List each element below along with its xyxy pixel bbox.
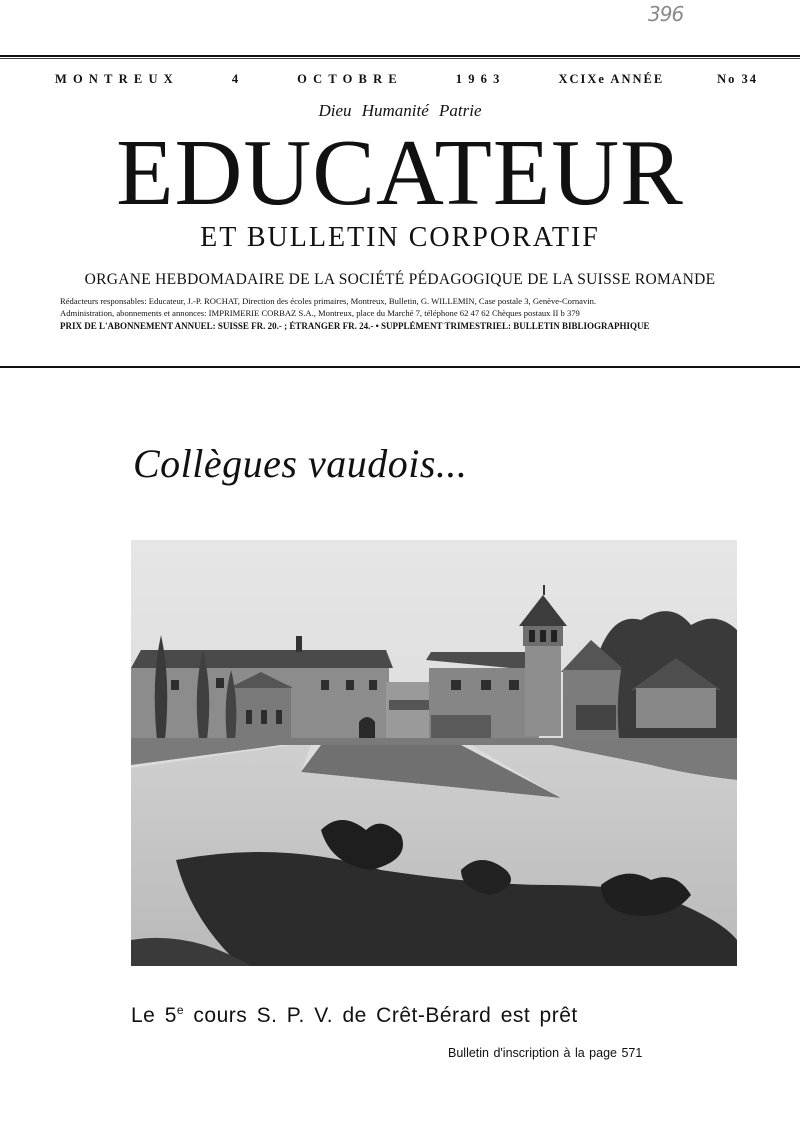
cret-berard-photo — [131, 540, 737, 966]
header-day: 4 — [231, 72, 245, 86]
photo-caption — [131, 1003, 578, 1028]
handwritten-page-number: 396 — [648, 2, 684, 26]
caption-superscript: e — [176, 1003, 185, 1017]
organ-line: ORGANE HEBDOMADAIRE DE LA SOCIÉTÉ PÉDAGOGIQUE DE LA SUISSE ROMANDE — [84, 271, 716, 288]
header-year: 1963 — [455, 72, 506, 86]
administration-line: Administration, abonnements et annonces: IMPRIMERIE CORBAZ S.A., Montreux, place du Marché 7, téléphone 62 47 62 Chèques postaux II b 379 — [60, 308, 580, 318]
registration-note: Bulletin d'inscription à la page 571 — [448, 1046, 643, 1060]
motto: Dieu Humanité Patrie — [318, 101, 482, 120]
header-issue: No 34 — [717, 72, 758, 86]
masthead-title: EDUCATEUR — [116, 121, 684, 225]
top-rule-thin — [0, 58, 800, 59]
headline: Collègues vaudois... — [133, 441, 468, 486]
top-rule — [0, 55, 800, 57]
masthead-subtitle: ET BULLETIN CORPORATIF — [200, 222, 600, 253]
header-volume: XCIXe ANNÉE — [558, 72, 665, 86]
header-month: OCTOBRE — [297, 72, 403, 86]
header-place: MONTREUX — [55, 72, 179, 86]
header-meta — [55, 72, 758, 87]
editors-line: Rédacteurs responsables: Educateur, J.-P. ROCHAT, Direction des écoles primaires, Montreux, Bulletin, G. WILLEMIN, Case postale 3, Genève-Cornavin. — [60, 296, 597, 306]
caption-post: cours S. P. V. de Crêt-Bérard est prêt — [184, 1004, 578, 1027]
bottom-rule — [0, 366, 800, 368]
caption-pre: Le 5 — [131, 1004, 177, 1027]
subscription-line: PRIX DE L'ABONNEMENT ANNUEL: SUISSE FR. 20.- ; ÉTRANGER FR. 24.- • SUPPLÉMENT TRIMESTRIEL: BULLETIN BIBLIOGRAPHIQUE — [60, 321, 650, 331]
